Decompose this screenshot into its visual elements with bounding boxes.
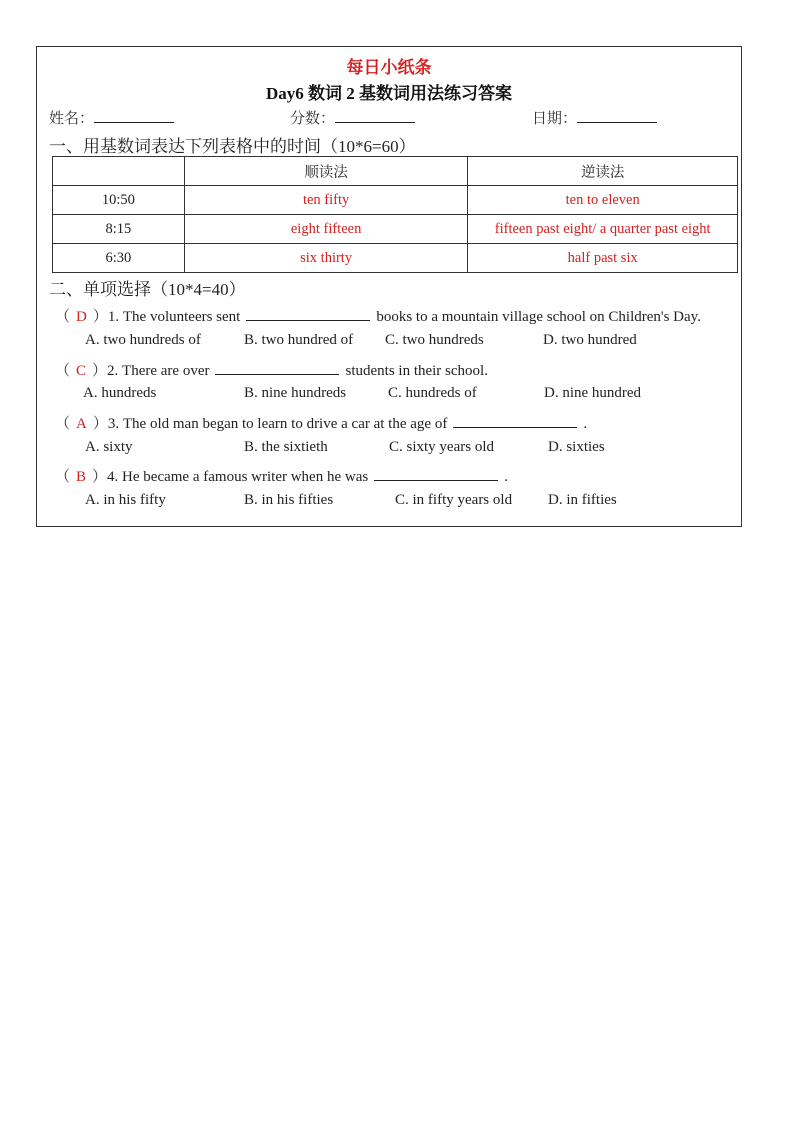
reverse-answer: ten to eleven (468, 186, 738, 215)
option-a: A. hundreds (83, 385, 157, 401)
time-cell: 8:15 (53, 215, 185, 244)
question-3: （ A ）3. The old man began to learn to drive a car at the age of . (55, 412, 587, 433)
table-header-forward: 顺读法 (184, 157, 468, 186)
option-b: B. nine hundreds (244, 385, 347, 401)
worksheet-subtitle: Day6 数词 2 基数词用法练习答案 (265, 84, 513, 103)
name-blank (94, 107, 174, 123)
option-a: A. in his fifty (85, 492, 166, 508)
option-d: D. in fifties (548, 492, 617, 508)
question-stem: 1. The volunteers sent (107, 309, 241, 325)
section2-heading: 二、单项选择（10*4=40） (49, 280, 246, 299)
reverse-answer: fifteen past eight/ a quarter past eight (468, 215, 738, 244)
worksheet (36, 46, 742, 527)
question-stem: 4. He became a famous writer when he was (107, 469, 369, 485)
score-label: 分数： (290, 111, 336, 127)
table-header-empty (53, 157, 185, 186)
answer-letter: D (76, 309, 87, 325)
forward-answer: eight fifteen (184, 215, 468, 244)
option-b: B. in his fifties (244, 492, 334, 508)
question-4: （ B ）4. He became a famous writer when he was . (55, 465, 508, 486)
forward-answer: ten fifty (184, 186, 468, 215)
option-b: B. the sixtieth (244, 439, 328, 455)
table-header-reverse: 逆读法 (468, 157, 738, 186)
option-c: C. hundreds of (388, 385, 477, 401)
option-a: A. sixty (85, 439, 133, 455)
table-row (53, 186, 738, 215)
reverse-answer: half past six (468, 244, 738, 273)
name-label: 姓名： (49, 111, 95, 127)
table-row (53, 244, 738, 273)
forward-answer: six thirty (184, 244, 468, 273)
date-label: 日期： (532, 111, 578, 127)
worksheet-title: 每日小纸条 (346, 58, 432, 77)
name-field (49, 107, 174, 128)
question-stem-end: books to a mountain village school on Children's Day. (376, 309, 701, 325)
question-stem-end: . (504, 469, 508, 485)
time-table (52, 156, 738, 273)
option-c: C. two hundreds (385, 332, 484, 348)
question-stem: 3. The old man began to learn to drive a car at the age of (107, 416, 448, 432)
table-row (53, 215, 738, 244)
option-d: D. nine hundred (544, 385, 642, 401)
answer-blank (453, 413, 577, 428)
date-field (532, 107, 657, 128)
time-cell: 10:50 (53, 186, 185, 215)
answer-letter: C (76, 363, 87, 379)
option-a: A. two hundreds of (85, 332, 201, 348)
answer-letter: A (76, 416, 87, 432)
answer-blank (374, 466, 498, 481)
question-2: （ C ）2. There are over students in their school. (55, 359, 488, 380)
option-c: C. in fifty years old (395, 492, 513, 508)
section1-heading: 一、用基数词表达下列表格中的时间（10*6=60） (49, 137, 416, 156)
option-d: D. sixties (548, 439, 605, 455)
question-1: （ D ）1. The volunteers sent books to a mountain village school on Children's Day. (55, 305, 701, 326)
option-c: C. sixty years old (389, 439, 494, 455)
score-field (290, 107, 415, 128)
question-stem-end: . (583, 416, 588, 432)
option-b: B. two hundred of (244, 332, 354, 348)
answer-letter: B (76, 469, 87, 485)
question-stem-end: students in their school. (345, 363, 488, 379)
time-cell: 6:30 (53, 244, 185, 273)
score-blank (335, 107, 415, 123)
date-blank (577, 107, 657, 123)
option-d: D. two hundred (543, 332, 637, 348)
answer-blank (215, 360, 339, 375)
table-header-row (53, 157, 738, 186)
question-stem: 2. There are over (107, 363, 210, 379)
answer-blank (246, 306, 370, 321)
